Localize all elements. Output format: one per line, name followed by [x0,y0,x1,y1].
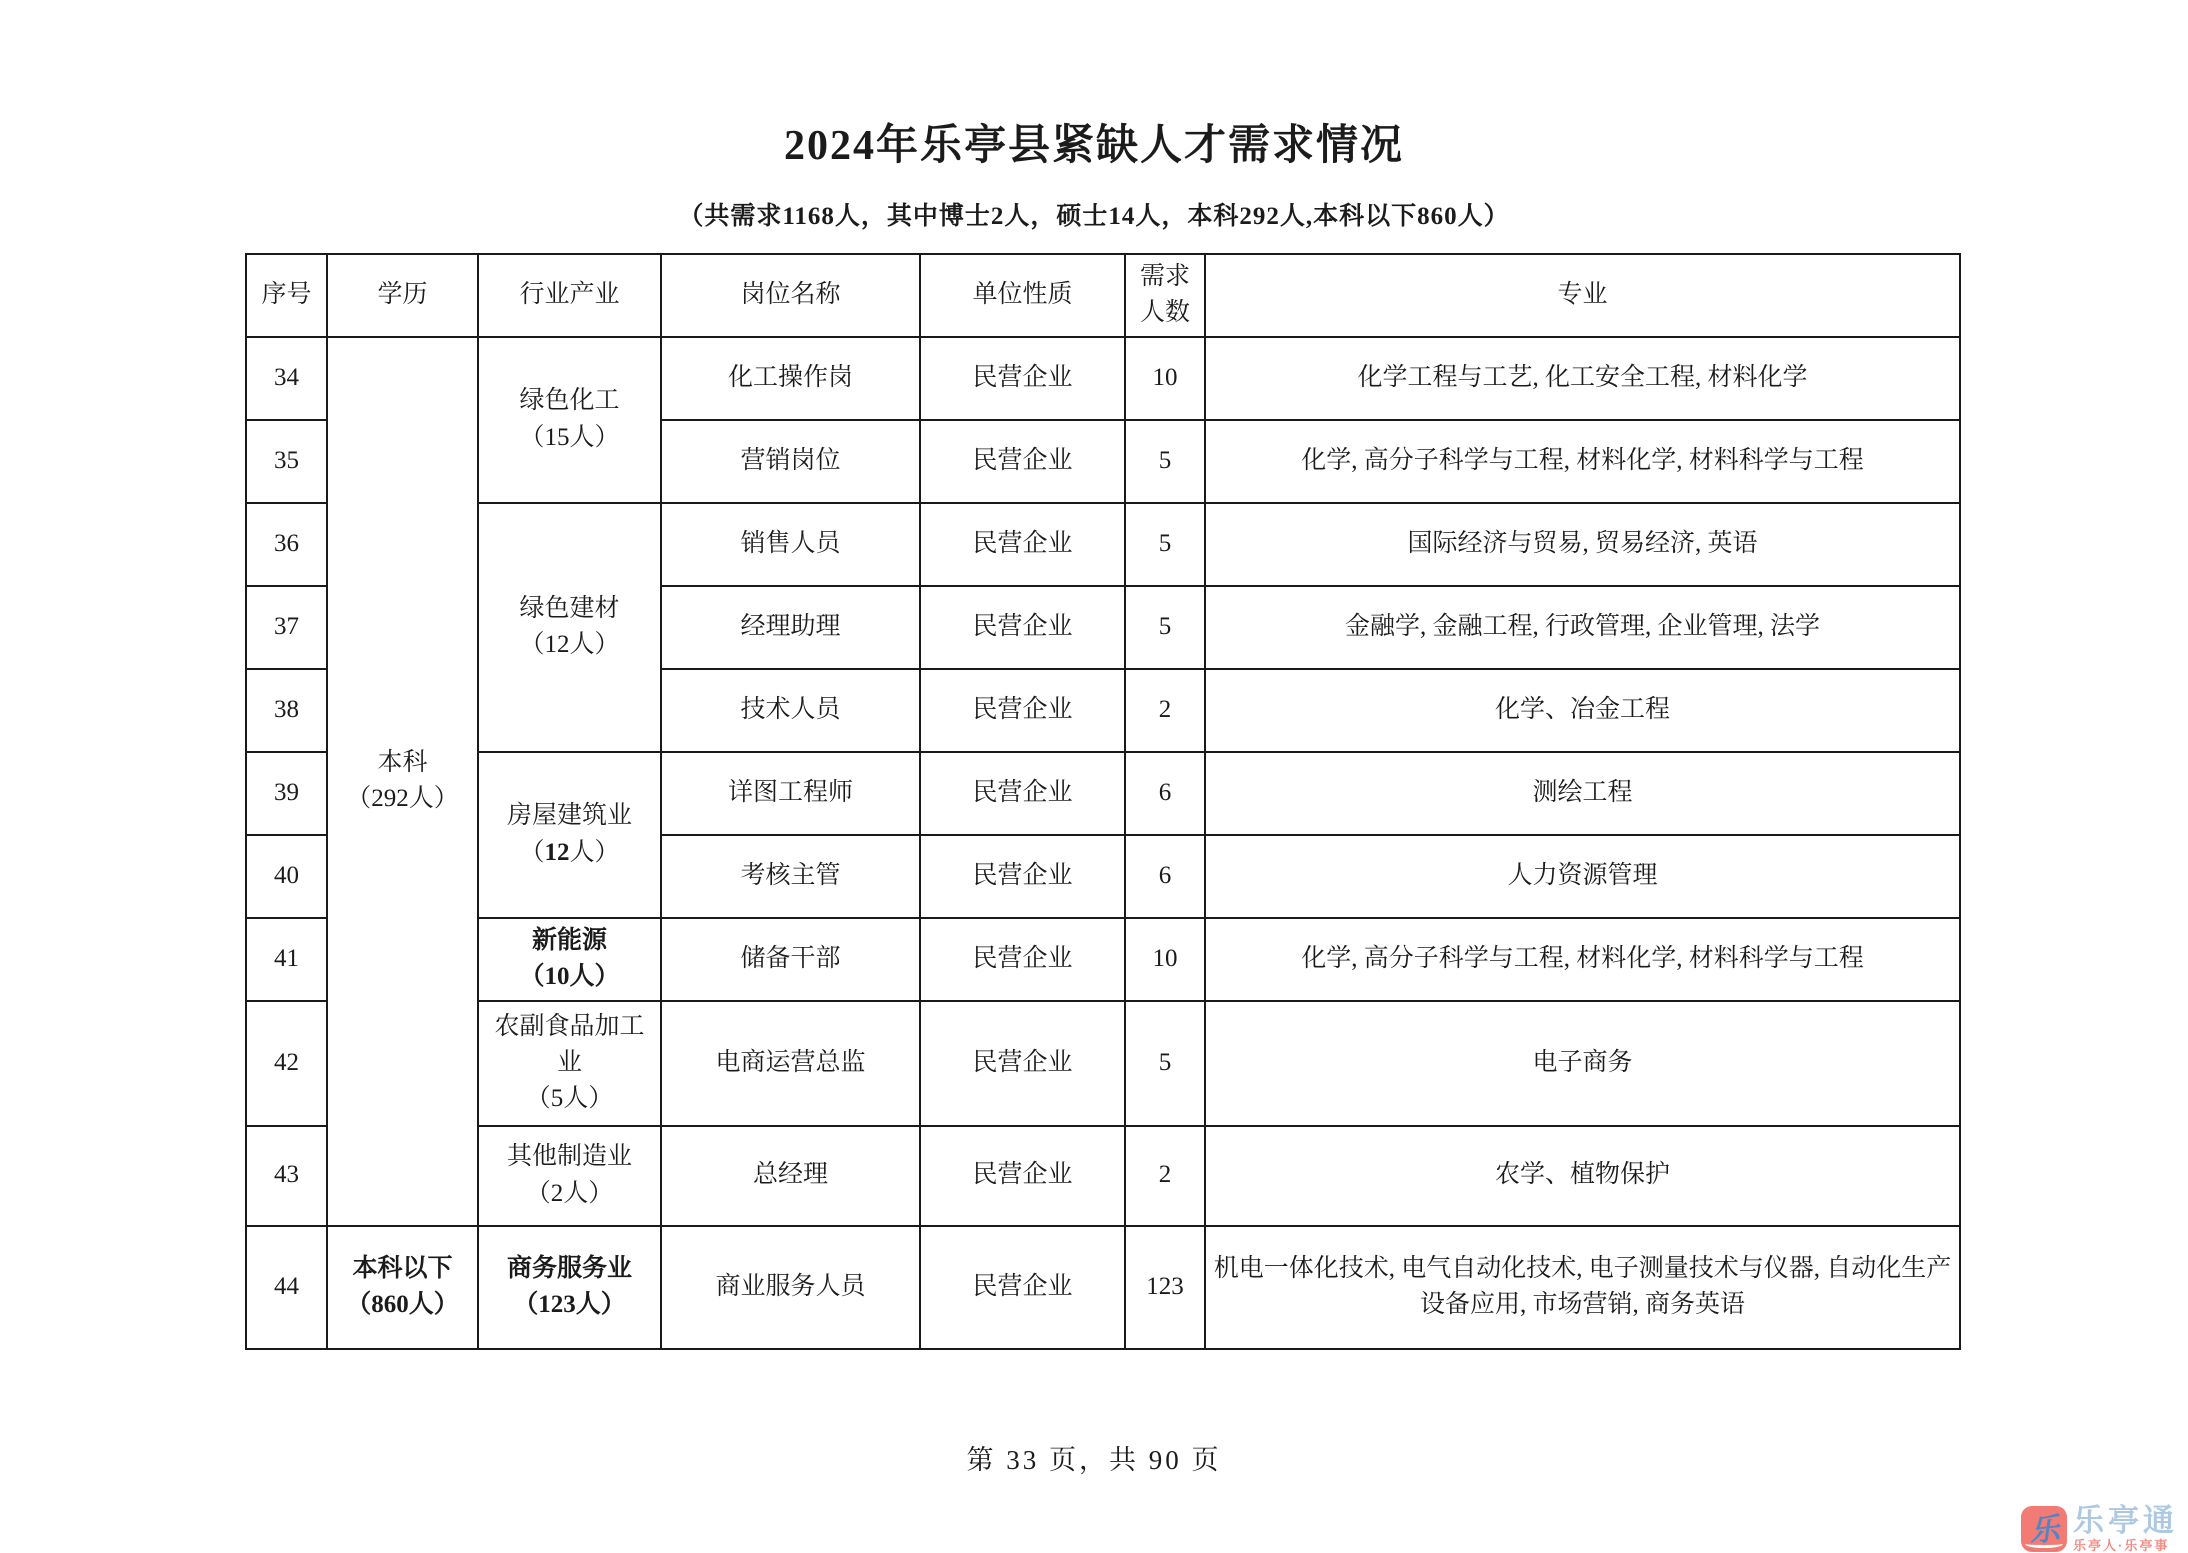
cell-education-group: 本科以下 （860人） [327,1226,478,1349]
cell-major: 金融学, 金融工程, 行政管理, 企业管理, 法学 [1205,586,1960,669]
cell-seq: 34 [246,337,327,420]
table-row [246,503,1960,586]
cell-position: 化工操作岗 [661,337,920,420]
wave-icon [2025,1540,2063,1548]
cell-demand-count: 5 [1125,420,1205,503]
cell-major: 机电一体化技术, 电气自动化技术, 电子测量技术与仪器, 自动化生产设备应用, 市场营销, 商务英语 [1205,1226,1960,1349]
cell-unit-type: 民营企业 [920,752,1125,835]
table-row [246,1226,1960,1349]
cell-unit-type: 民营企业 [920,835,1125,918]
letingtong-watermark [2021,1505,2178,1552]
cell-seq: 42 [246,1001,327,1126]
table-row [246,752,1960,835]
cell-industry-group: 新能源 （10人） [478,918,661,1001]
cell-major: 化学、冶金工程 [1205,669,1960,752]
cell-seq: 37 [246,586,327,669]
cell-major: 化学, 高分子科学与工程, 材料化学, 材料科学与工程 [1205,420,1960,503]
cell-unit-type: 民营企业 [920,1001,1125,1126]
cell-industry-group: 房屋建筑业 （12人） [478,752,661,918]
cell-demand-count: 5 [1125,503,1205,586]
header-industry: 行业产业 [478,254,661,337]
cell-demand-count: 5 [1125,1001,1205,1126]
cell-seq: 44 [246,1226,327,1349]
talent-demand-table [245,253,1961,1350]
cell-position: 销售人员 [661,503,920,586]
header-demand-count: 需求 人数 [1125,254,1205,337]
header-position: 岗位名称 [661,254,920,337]
cell-major: 化学工程与工艺, 化工安全工程, 材料化学 [1205,337,1960,420]
cell-demand-count: 2 [1125,669,1205,752]
cell-seq: 36 [246,503,327,586]
cell-major: 电子商务 [1205,1001,1960,1126]
cell-position: 经理助理 [661,586,920,669]
cell-industry-group: 绿色化工 （15人） [478,337,661,503]
cell-position: 储备干部 [661,918,920,1001]
table-header-row [246,254,1960,337]
cell-unit-type: 民营企业 [920,1126,1125,1226]
cell-unit-type: 民营企业 [920,669,1125,752]
table-row [246,918,1960,1001]
cell-position: 考核主管 [661,835,920,918]
cell-major: 化学, 高分子科学与工程, 材料化学, 材料科学与工程 [1205,918,1960,1001]
cell-position: 商业服务人员 [661,1226,920,1349]
page-subtitle: （共需求1168人，其中博士2人，硕士14人，本科292人,本科以下860人） [678,203,1510,230]
letingtong-app-icon: 乐 [2021,1506,2067,1552]
cell-seq: 43 [246,1126,327,1226]
cell-education-group: 本科 （292人） [327,337,478,1226]
cell-industry-group: 其他制造业 （2人） [478,1126,661,1226]
cell-demand-count: 123 [1125,1226,1205,1349]
cell-industry-group: 农副食品加工 业 （5人） [478,1001,661,1126]
page-number: 第 33 页，共 90 页 [966,1445,1222,1475]
cell-demand-count: 10 [1125,918,1205,1001]
cell-demand-count: 5 [1125,586,1205,669]
cell-seq: 41 [246,918,327,1001]
cell-unit-type: 民营企业 [920,586,1125,669]
cell-unit-type: 民营企业 [920,420,1125,503]
cell-position: 电商运营总监 [661,1001,920,1126]
cell-demand-count: 2 [1125,1126,1205,1226]
cell-position: 营销岗位 [661,420,920,503]
cell-major: 人力资源管理 [1205,835,1960,918]
cell-demand-count: 6 [1125,752,1205,835]
watermark-tagline: 乐亭人·乐亭事 [2073,1538,2170,1553]
cell-position: 总经理 [661,1126,920,1226]
table-row [246,337,1960,420]
page-title: 2024年乐亭县紧缺人才需求情况 [783,123,1404,169]
cell-industry-group: 绿色建材 （12人） [478,503,661,752]
watermark-app-name: 乐亭通 [2073,1503,2178,1538]
cell-demand-count: 6 [1125,835,1205,918]
cell-seq: 35 [246,420,327,503]
header-seq: 序号 [246,254,327,337]
header-education: 学历 [327,254,478,337]
cell-unit-type: 民营企业 [920,503,1125,586]
cell-major: 国际经济与贸易, 贸易经济, 英语 [1205,503,1960,586]
cell-demand-count: 10 [1125,337,1205,420]
cell-unit-type: 民营企业 [920,918,1125,1001]
cell-industry-group: 商务服务业 （123人） [478,1226,661,1349]
cell-position: 技术人员 [661,669,920,752]
header-unit-type: 单位性质 [920,254,1125,337]
cell-unit-type: 民营企业 [920,337,1125,420]
cell-position: 详图工程师 [661,752,920,835]
table-row [246,1001,1960,1126]
cell-seq: 39 [246,752,327,835]
cell-major: 测绘工程 [1205,752,1960,835]
cell-seq: 40 [246,835,327,918]
header-major: 专业 [1205,254,1960,337]
cell-seq: 38 [246,669,327,752]
cell-unit-type: 民营企业 [920,1226,1125,1349]
cell-major: 农学、植物保护 [1205,1126,1960,1226]
table-row [246,1126,1960,1226]
